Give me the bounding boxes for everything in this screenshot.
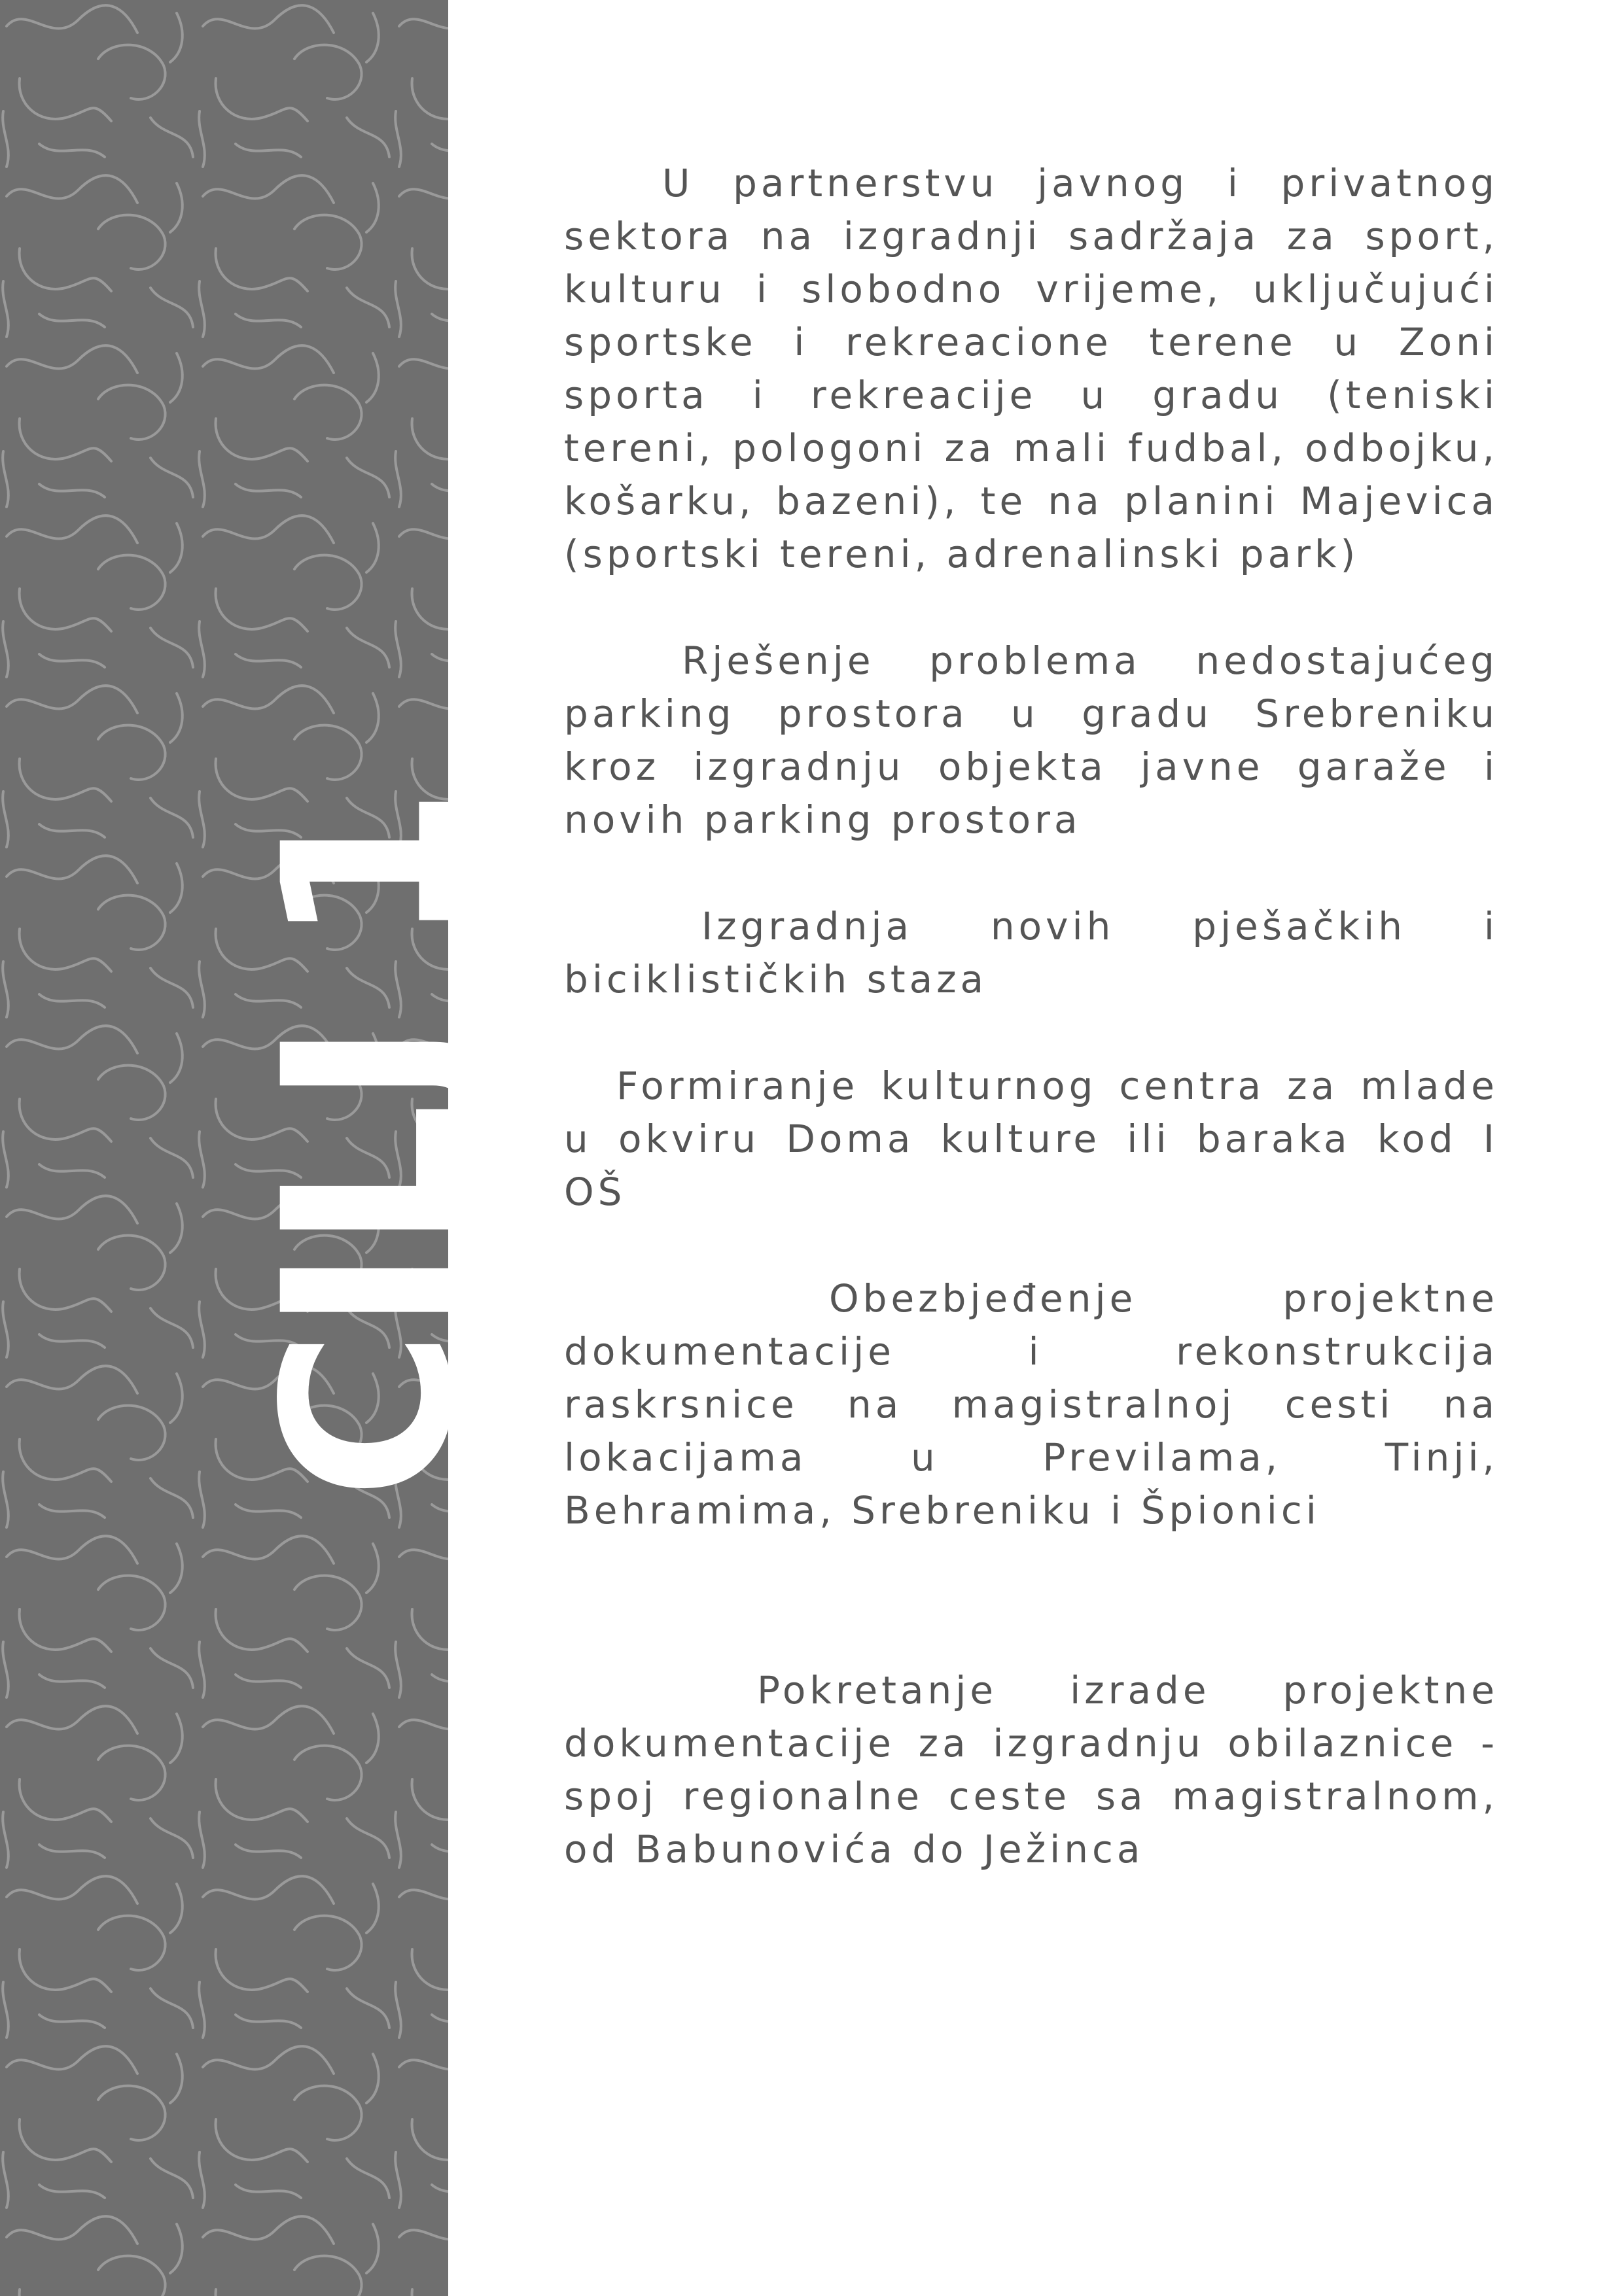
paragraph-youth-culture-center: Formiranje kulturnog centra za mlade u okviru Doma kulture ili baraka kod I OŠ [564,1064,1498,1214]
paragraph-bypass-road: Pokretanje izrade projektne dokumentacije za izgradnju obilaznice - spoj regionalne ceste sa magistralnom, od Babunovića do Ježinca [564,1668,1498,1871]
vertical-title: CILJ 1 [233,790,504,1500]
paragraph-parking: Rješenje problema nedostajućeg parking prostora u gradu Srebreniku kroz izgradnju objekta javne garaže i novih parking prostora [564,638,1498,842]
paragraph-sport-recreation: U partnerstvu javnog i privatnog sektora na izgradnji sadržaja za sport, kulturu i slobodno vrijeme, uključujući sportske i rekreacione terene u Zoni sporta i rekreacije u gradu (teniski tereni, pologoni za mali fudbal, odbojku, košarku, bazeni), te na planini Majevica (sportski tereni, adrenalinski park) [564,161,1498,576]
main-content [564,157,1498,1876]
paragraph-pedestrian-bike-paths: Izgradnja novih pješačkih i biciklističkih staza [564,904,1498,1001]
paragraph-intersection-reconstruction: Obezbjeđenje projektne dokumentacije i rekonstrukcija raskrsnice na magistralnoj cesti na lokacijama u Previlama, Tinji, Behramima, Srebreniku i Špionici [564,1276,1498,1533]
decorative-sidebar [0,0,504,2296]
